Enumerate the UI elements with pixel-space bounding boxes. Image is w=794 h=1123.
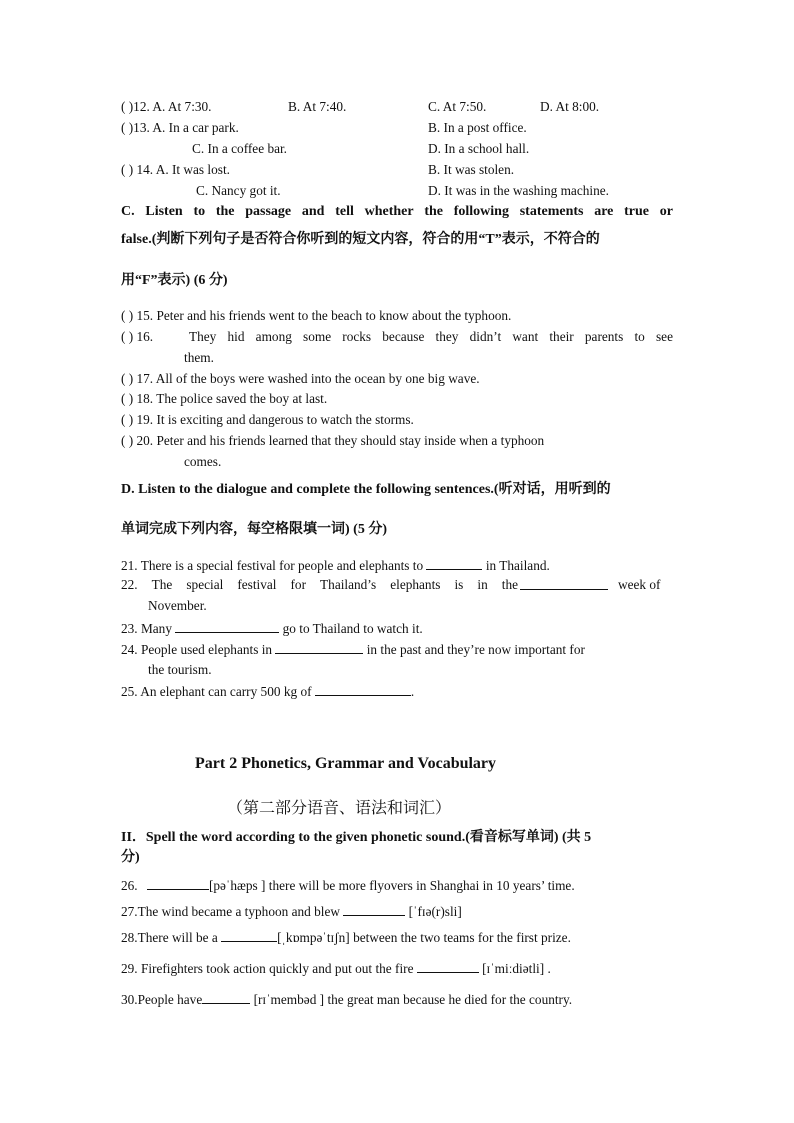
question-29 xyxy=(121,960,551,977)
q17-number: ( ) 17. xyxy=(121,371,154,386)
question-15 xyxy=(121,308,511,324)
q21-text-before: 21. There is a special festival for people and elephants to xyxy=(121,558,424,573)
q29-phonetic: [ɪˈmiːdiətli] xyxy=(482,961,545,976)
question-21 xyxy=(121,557,550,574)
word: among xyxy=(255,329,292,344)
q24-answer-blank[interactable] xyxy=(275,641,363,654)
q26-phonetic: [pəˈhæps ] xyxy=(208,878,266,893)
question-27 xyxy=(121,903,462,920)
q24-continuation: the tourism. xyxy=(148,662,212,677)
q23-answer-blank[interactable] xyxy=(175,620,279,633)
q28-phonetic: [ˌkɒmpəˈtɪʃn] xyxy=(277,930,350,945)
question-24 xyxy=(121,641,585,658)
q19-number: ( ) 19. xyxy=(121,412,154,427)
question-12 xyxy=(121,99,212,115)
word: the xyxy=(501,577,518,592)
section-c-heading-line1 xyxy=(121,204,673,220)
q20-continuation: comes. xyxy=(184,454,222,469)
q15-text: Peter and his friends went to the beach to know about the typhoon. xyxy=(156,308,512,323)
word: they xyxy=(435,329,459,344)
q26-answer-blank[interactable] xyxy=(147,877,209,890)
q27-answer-blank[interactable] xyxy=(343,903,405,916)
word: Listen xyxy=(145,204,183,219)
part2-subtitle: （第二部分语音、语法和词汇） xyxy=(227,800,452,817)
q30-phonetic: [rɪˈmembəd ] xyxy=(253,992,325,1007)
word: to xyxy=(634,329,645,344)
q22-answer-blank[interactable] xyxy=(520,577,608,590)
question-20 xyxy=(121,433,544,449)
q15-number: ( ) 15. xyxy=(121,308,154,323)
question-14 xyxy=(121,162,230,178)
q20-number: ( ) 20. xyxy=(121,433,154,448)
word: passage xyxy=(245,204,292,219)
question-18 xyxy=(121,391,327,407)
word: want xyxy=(512,329,539,344)
word: rocks xyxy=(342,329,372,344)
section-ii-heading-line1: II．Spell the word according to the given phonetic sound.(看音标写单词) (共 5 xyxy=(121,830,592,845)
word: is xyxy=(454,577,464,592)
q12-number: ( )12. xyxy=(121,99,150,114)
q29-answer-blank[interactable] xyxy=(417,960,479,973)
q13-option-a: A. In a car park. xyxy=(152,120,239,135)
word: see xyxy=(656,329,673,344)
q30-text-after: the great man because he died for the country. xyxy=(327,992,573,1007)
q14-option-a: A. It was lost. xyxy=(155,162,230,177)
section-ii-heading-line2: 分) xyxy=(121,850,140,865)
question-25 xyxy=(121,683,414,700)
word: Thailand’s xyxy=(320,577,377,592)
q26-number: 26. xyxy=(121,878,138,893)
word: They xyxy=(189,329,217,344)
section-c-heading-line2: false.(判断下列句子是否符合你听到的短文内容，符合的用“T”表示，不符合的 xyxy=(121,232,600,247)
word: following xyxy=(453,204,509,219)
word: elephants xyxy=(390,577,441,592)
q12-option-c: C. At 7:50. xyxy=(428,99,487,114)
q13-option-d: D. In a school hall. xyxy=(428,141,530,156)
question-13 xyxy=(121,120,239,136)
word: the xyxy=(215,204,235,219)
q25-answer-blank[interactable] xyxy=(315,683,411,696)
section-d-heading-line1: D. Listen to the dialogue and complete the following sentences.(听对话，用听到的 xyxy=(121,482,611,497)
q14-option-c: C. Nancy got it. xyxy=(196,183,281,198)
word: because xyxy=(382,329,425,344)
word: true xyxy=(624,204,650,219)
q28-text-before: 28.There will be a xyxy=(121,930,218,945)
q27-text: 27.The wind became a typhoon and blew xyxy=(121,904,340,919)
word: the xyxy=(424,204,443,219)
q23-text-before: 23. Many xyxy=(121,621,172,636)
word: special xyxy=(186,577,224,592)
q22-text-before xyxy=(121,577,518,593)
q22-text-after: week of xyxy=(618,577,661,592)
q25-text-after: . xyxy=(410,684,415,699)
word: The xyxy=(151,577,173,592)
q16-number: ( ) 16. xyxy=(121,329,154,344)
q23-text-after: go to Thailand to watch it. xyxy=(282,621,423,636)
question-30 xyxy=(121,991,572,1008)
question-28 xyxy=(121,929,571,946)
q14-option-b: B. It was stolen. xyxy=(428,162,515,177)
q21-text-after: in Thailand. xyxy=(485,558,550,573)
q12-option-d: D. At 8:00. xyxy=(540,99,600,114)
word: whether xyxy=(364,204,414,219)
q30-answer-blank[interactable] xyxy=(202,991,250,1004)
q21-answer-blank[interactable] xyxy=(426,557,482,570)
word: statements xyxy=(519,204,584,219)
question-19 xyxy=(121,412,414,428)
q19-text: It is exciting and dangerous to watch the storms. xyxy=(156,412,414,427)
q12-option-b: B. At 7:40. xyxy=(288,99,347,114)
word: didn’t xyxy=(469,329,502,344)
q29-text-after: . xyxy=(547,961,551,976)
q24-text-before: 24. People used elephants in xyxy=(121,642,273,657)
q22-continuation: November. xyxy=(148,598,207,613)
q30-text-before: 30.People have xyxy=(121,992,203,1007)
q27-phonetic: [ˈfɪə(r)sli] xyxy=(408,904,462,919)
q28-answer-blank[interactable] xyxy=(221,929,277,942)
word: festival xyxy=(237,577,277,592)
q29-text-before: 29. Firefighters took action quickly and put out the fire xyxy=(121,961,414,976)
word: and xyxy=(301,204,325,219)
section-c-heading-line3: 用“F”表示) (6 分) xyxy=(121,273,228,288)
q18-text: The police saved the boy at last. xyxy=(156,391,328,406)
word: hid xyxy=(227,329,245,344)
question-26 xyxy=(121,877,575,894)
word: for xyxy=(290,577,307,592)
q13-option-c: C. In a coffee bar. xyxy=(192,141,288,156)
question-23 xyxy=(121,620,423,637)
word: in xyxy=(477,577,488,592)
q18-number: ( ) 18. xyxy=(121,391,154,406)
word: their xyxy=(549,329,574,344)
q20-text: Peter and his friends learned that they should stay inside when a typhoon xyxy=(156,433,545,448)
q12-option-a: A. At 7:30. xyxy=(152,99,212,114)
word: 22. xyxy=(121,577,138,592)
q16-text xyxy=(189,329,673,345)
q28-text-after: between the two teams for the first prize. xyxy=(353,930,571,945)
q14-number: ( ) 14. xyxy=(121,162,154,177)
q25-text-before: 25. An elephant can carry 500 kg of xyxy=(121,684,312,699)
word: C. xyxy=(121,204,135,219)
word: tell xyxy=(335,204,354,219)
section-d-heading-line2: 单词完成下列内容，每空格限填一词) (5 分) xyxy=(121,522,387,537)
word: to xyxy=(193,204,206,219)
word: parents xyxy=(584,329,624,344)
q13-option-b: B. In a post office. xyxy=(428,120,527,135)
q16-continuation: them. xyxy=(184,350,214,365)
q26-text: there will be more flyovers in Shanghai in 10 years’ time. xyxy=(268,878,575,893)
word: are xyxy=(594,204,614,219)
part2-title: Part 2 Phonetics, Grammar and Vocabulary xyxy=(195,755,497,772)
q24-text-after: in the past and they’re now important for xyxy=(366,642,585,657)
q13-number: ( )13. xyxy=(121,120,150,135)
question-17 xyxy=(121,371,480,387)
word: some xyxy=(303,329,332,344)
word: or xyxy=(659,204,673,219)
q14-option-d: D. It was in the washing machine. xyxy=(428,183,609,198)
q17-text: All of the boys were washed into the ocean by one big wave. xyxy=(155,371,480,386)
